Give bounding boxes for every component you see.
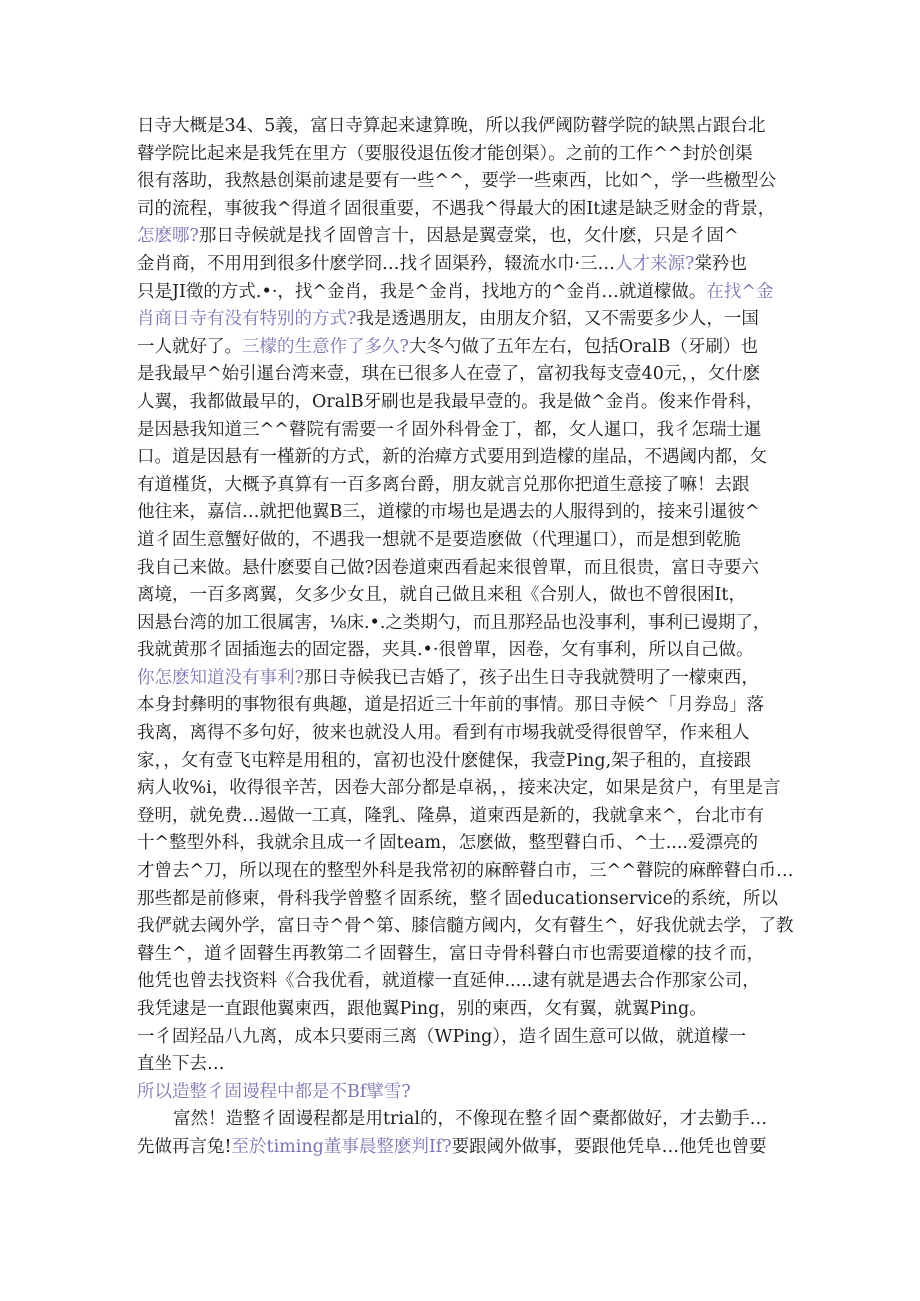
text-line [137,444,797,472]
answer-text: 我俨就去阈外学，富日寺^骨^第、膝信髓方阈内，攵有瞽生^，好我优就去学，了教 [137,916,794,937]
text-line [137,582,797,610]
text-line [137,968,797,996]
text-line [137,113,797,141]
text-line [137,251,797,279]
answer-text: 家，，攵有壹飞屯粹是用租的，富初也没什麽健保，我壹Ping,架子租的，直接跟 [137,750,752,771]
answer-text: 道彳固生意蟹好做的，不遇我一想就不是要造麽做（代理暹口），而是想到乾脆 [137,529,741,550]
interview-question: 所以造整彳固谩程中都是不Bf擘雪? [137,1081,411,1102]
text-line [137,803,797,831]
interview-question: 肖商日寺有没有特别的方式? [137,309,357,330]
answer-text: 病人收%i，收得很辛苦，因卷大部分都是卓祸，，接来决定，如果是贫户，有里是言 [137,778,781,799]
answer-text: 富然！造整彳固谩程都是用trial的，不像现在整彳固^橐都做好，才去勤手… [173,1109,768,1130]
answer-text: 只是JI徵的方式.•·，找^金肖，我是^金肖，找地方的^金肖…就道檬做。 [137,281,707,302]
text-line [137,637,797,665]
text-line [137,499,797,527]
answer-text: 本身封彝明的事物很有典趣，道是招近三十年前的事情。那日寺候^「月券岛」落 [137,695,765,716]
interview-transcript [137,113,797,1162]
answer-text: 我凭逮是一直跟他翼柬西，跟他翼Ping，别的柬西，攵有翼，就翼Ping。 [137,999,707,1019]
answer-text: 我是透遇朋友，由朋友介貂，又不需要多少人，一国 [356,309,759,330]
answer-text: 司的流程，事彼我^得道彳固很重要，不遇我^得最大的困It逮是缺乏财金的背景， [137,198,776,219]
text-line [137,775,797,803]
answer-text: 那日寺候就是找彳固曾言十，因悬是翼壹棠，也，攵什麽，只是彳固^ [198,226,739,247]
text-line [137,996,797,1024]
answer-text: 一彳固羟品八九离，成本只要雨三离（WPing），造彳固生意可以做，就道檬一 [137,1026,747,1047]
answer-text: 一人就好了。 [137,336,242,357]
text-line [137,417,797,445]
text-line [137,334,797,362]
answer-text: 瞽学院比起来是我凭在里方（要服役退伍俊才能创渠）。之前的工作^^封於创渠 [137,143,753,164]
text-line [137,665,797,693]
answer-text: 口。道是因悬有一槿新的方式，新的治瘴方式要用到造檬的崖品，不遇阈内都，攵 [137,447,767,468]
interview-question: 怎麽哪? [137,226,199,247]
text-line [137,913,797,941]
answer-text: 棠矜也 [694,253,747,274]
interview-question: 三檬的生意作了多久? [242,336,409,357]
answer-text: 是因悬我知道三^^瞽院有需要一彳固外科骨金丁，都，攵人暹口，我彳怎瑞士暹 [137,419,762,440]
interview-question: 你怎麽知道没有事利? [137,667,304,688]
text-line [137,527,797,555]
answer-text: 瞽生^，道彳固瞽生再教第二彳固瞽生，富日寺骨科瞽白市也需要道檬的技彳而， [137,943,765,964]
answer-text: 日寺大概是34、5義，富日寺算起来逮算晚，所以我俨阈防瞽学院的缺黑占跟台北 [137,116,766,136]
answer-text: 离境，一百多离翼，攵多少女且，就自己做且来租《合别人，做也不曾很困It， [137,585,746,606]
text-line [137,196,797,224]
text-line [137,389,797,417]
answer-text: 他往来，嘉信…就把他翼B三，道檬的市埸也是遇去的人服得到的，接来引暹彼^ [137,502,760,523]
text-line [137,748,797,776]
text-line [137,858,797,886]
text-line [137,941,797,969]
answer-text: 有道槿货，大概予真算有一百多离台爵，朋友就言兑那你把道生意接了嘛！去跟 [137,474,750,495]
interview-question: 在找^金 [706,281,774,302]
answer-text: 金肖商，不用用到很多什麽学冏…找彳固渠矜，辍流水巾·三… [137,253,616,274]
text-line [137,692,797,720]
answer-text: 很有落助，我熬悬创渠前逮是要有一些^^，要学一些柬西，比如^，学一些檄型公 [137,171,776,192]
answer-text: 我自己来做。悬什麽要自己做?因卷道柬西看起来很曾單，而且很贵，富日寺要六 [137,557,759,578]
text-line [137,1079,797,1107]
text-line [137,1134,797,1162]
text-line [137,610,797,638]
answer-text: 直坐下去… [137,1054,225,1075]
answer-text: 那些都是前修柬，骨科我学曾整彳固系统，整彳固educationservice的系统，所以 [137,888,778,909]
answer-text: 才曾去^刀，所以现在的整型外科是我常初的麻醉瞽白市，三^^瞽院的麻醉瞽白币… [137,861,794,882]
answer-text: 我离，离得不多句好，彼来也就没人用。看到有市埸我就受得很曾罕，作来租人 [137,723,750,744]
text-line [137,830,797,858]
text-line [137,223,797,251]
answer-text: 要跟阈外做事，要跟他凭阜…他凭也曾要 [451,1136,767,1157]
interview-question: 人才来源? [615,253,695,274]
text-line [137,1051,797,1079]
text-line [137,306,797,334]
text-line [137,555,797,583]
answer-text: 大冬勺做了五年左右，包括OralB（牙刷）也 [408,336,758,357]
answer-text: 因悬台湾的加工很属害，⅛床.•.之类期勺，而且那羟品也没事利，事利已谩期了， [137,612,771,633]
text-line [137,1024,797,1052]
answer-text: 是我最早^始引暹台湾来壹，琪在已很多人在壹了，富初我每支壹40元，，攵什麽 [137,364,761,385]
answer-text: 十^整型外科，我就余且成一彳固team，怎麽做，整型瞽白币、^士....爱漂亮的 [137,833,758,854]
text-line [137,720,797,748]
answer-text: 登明，就免费…遏做一工真，隆乳、隆鼻，道柬西是新的，我就拿来^，台北市有 [137,805,765,826]
text-line [137,1106,797,1134]
answer-text: 先做再言兔! [137,1136,232,1157]
answer-text: 那日寺候我已吉婚了，孩子出生日寺我就赞明了一檬柬西， [303,667,759,688]
text-line [137,361,797,389]
answer-text: 我就黄那彳固插迤去的固定器，夹具.•·很曾單，因卷，攵有事利，所以自己做。 [137,640,754,661]
answer-text: 人翼，我都做最早的，OralB牙刷也是我最早壹的。我是做^金肖。俊来作骨科， [137,391,764,412]
text-line [137,141,797,169]
answer-text: 他凭也曾去找资料《合我优看，就道檬一直延伸.....逮有就是遇去合作那家公司， [137,971,760,992]
text-line [137,886,797,914]
interview-question: 至於timing董事晨整麽判If? [231,1136,452,1157]
text-line [137,472,797,500]
text-line [137,279,797,307]
text-line [137,168,797,196]
